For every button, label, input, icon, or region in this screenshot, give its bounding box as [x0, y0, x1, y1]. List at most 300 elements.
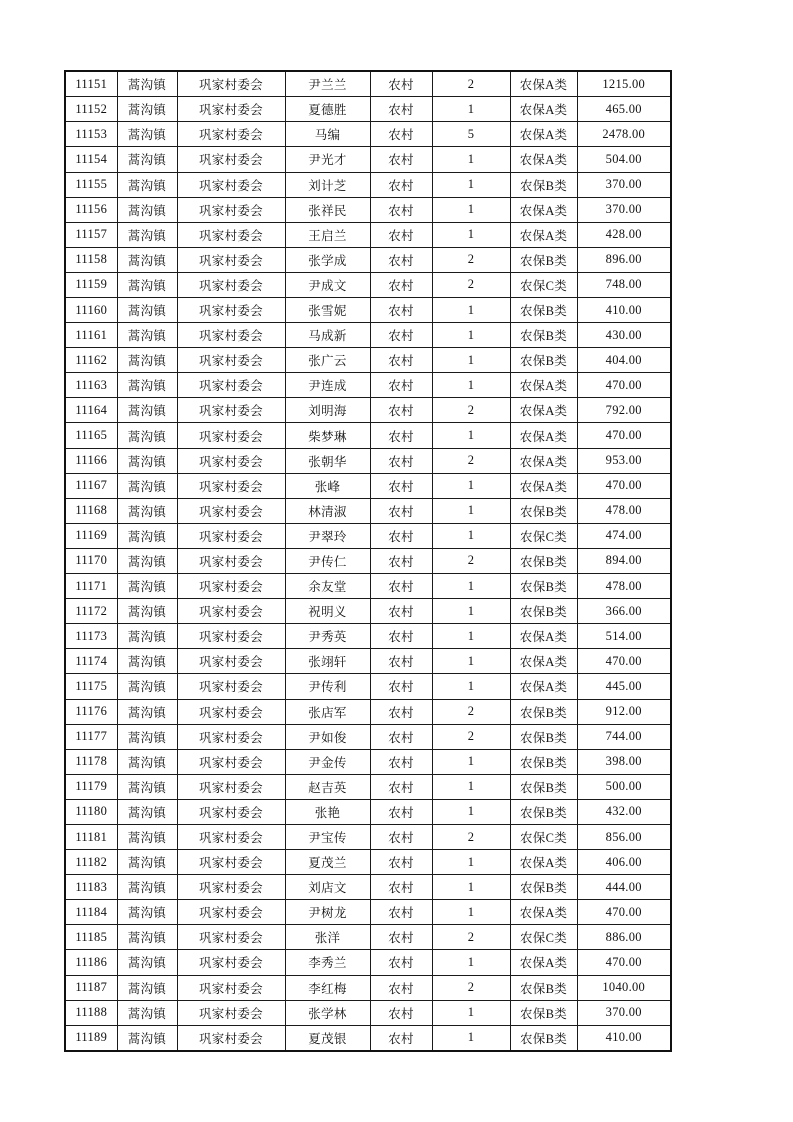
cell-name: 尹连成 [285, 373, 370, 398]
cell-town: 蒿沟镇 [117, 498, 177, 523]
cell-town: 蒿沟镇 [117, 323, 177, 348]
table-row [65, 398, 671, 423]
cell-name: 尹光才 [285, 147, 370, 172]
table-row [65, 298, 671, 323]
cell-count: 1 [432, 850, 510, 875]
cell-amount: 444.00 [577, 875, 671, 900]
cell-town: 蒿沟镇 [117, 699, 177, 724]
cell-village: 巩家村委会 [177, 448, 285, 473]
table-row [65, 272, 671, 297]
table-row [65, 975, 671, 1000]
table-row [65, 97, 671, 122]
cell-town: 蒿沟镇 [117, 674, 177, 699]
cell-type: 农保A类 [510, 373, 577, 398]
cell-town: 蒿沟镇 [117, 724, 177, 749]
cell-id: 11189 [65, 1025, 117, 1051]
table-row [65, 548, 671, 573]
table-row [65, 172, 671, 197]
cell-name: 尹秀英 [285, 624, 370, 649]
cell-village: 巩家村委会 [177, 348, 285, 373]
cell-category: 农村 [370, 222, 432, 247]
cell-village: 巩家村委会 [177, 900, 285, 925]
cell-count: 1 [432, 799, 510, 824]
cell-type: 农保B类 [510, 172, 577, 197]
cell-town: 蒿沟镇 [117, 574, 177, 599]
cell-town: 蒿沟镇 [117, 147, 177, 172]
cell-type: 农保A类 [510, 900, 577, 925]
cell-category: 农村 [370, 624, 432, 649]
cell-name: 马编 [285, 122, 370, 147]
cell-category: 农村 [370, 323, 432, 348]
cell-count: 2 [432, 247, 510, 272]
cell-id: 11185 [65, 925, 117, 950]
cell-id: 11186 [65, 950, 117, 975]
cell-count: 2 [432, 448, 510, 473]
cell-village: 巩家村委会 [177, 799, 285, 824]
table-row [65, 774, 671, 799]
table-row [65, 950, 671, 975]
cell-id: 11168 [65, 498, 117, 523]
cell-amount: 856.00 [577, 824, 671, 849]
table-row [65, 875, 671, 900]
cell-category: 农村 [370, 900, 432, 925]
cell-town: 蒿沟镇 [117, 799, 177, 824]
cell-village: 巩家村委会 [177, 247, 285, 272]
cell-town: 蒿沟镇 [117, 875, 177, 900]
cell-village: 巩家村委会 [177, 925, 285, 950]
cell-village: 巩家村委会 [177, 599, 285, 624]
cell-type: 农保B类 [510, 498, 577, 523]
table-row [65, 674, 671, 699]
cell-type: 农保B类 [510, 875, 577, 900]
cell-id: 11164 [65, 398, 117, 423]
cell-category: 农村 [370, 298, 432, 323]
cell-town: 蒿沟镇 [117, 247, 177, 272]
table-row [65, 724, 671, 749]
cell-count: 1 [432, 473, 510, 498]
cell-id: 11176 [65, 699, 117, 724]
cell-category: 农村 [370, 197, 432, 222]
cell-type: 农保A类 [510, 850, 577, 875]
cell-village: 巩家村委会 [177, 824, 285, 849]
table-row [65, 749, 671, 774]
cell-id: 11172 [65, 599, 117, 624]
cell-category: 农村 [370, 774, 432, 799]
cell-name: 张翊轩 [285, 649, 370, 674]
cell-village: 巩家村委会 [177, 71, 285, 97]
table-row [65, 323, 671, 348]
cell-id: 11178 [65, 749, 117, 774]
cell-name: 张朝华 [285, 448, 370, 473]
cell-type: 农保B类 [510, 323, 577, 348]
cell-type: 农保C类 [510, 824, 577, 849]
cell-name: 刘明海 [285, 398, 370, 423]
cell-village: 巩家村委会 [177, 298, 285, 323]
cell-type: 农保C类 [510, 925, 577, 950]
cell-village: 巩家村委会 [177, 473, 285, 498]
table-row [65, 122, 671, 147]
cell-name: 尹金传 [285, 749, 370, 774]
cell-town: 蒿沟镇 [117, 222, 177, 247]
cell-amount: 894.00 [577, 548, 671, 573]
cell-count: 2 [432, 699, 510, 724]
cell-count: 1 [432, 423, 510, 448]
cell-town: 蒿沟镇 [117, 850, 177, 875]
cell-id: 11167 [65, 473, 117, 498]
cell-category: 农村 [370, 850, 432, 875]
cell-amount: 470.00 [577, 649, 671, 674]
cell-town: 蒿沟镇 [117, 398, 177, 423]
cell-name: 林清淑 [285, 498, 370, 523]
cell-name: 刘计芝 [285, 172, 370, 197]
cell-count: 1 [432, 900, 510, 925]
cell-count: 1 [432, 624, 510, 649]
cell-town: 蒿沟镇 [117, 473, 177, 498]
cell-type: 农保A类 [510, 197, 577, 222]
cell-name: 张祥民 [285, 197, 370, 222]
table-row [65, 373, 671, 398]
cell-type: 农保A类 [510, 122, 577, 147]
cell-village: 巩家村委会 [177, 498, 285, 523]
cell-id: 11152 [65, 97, 117, 122]
cell-amount: 398.00 [577, 749, 671, 774]
cell-category: 农村 [370, 875, 432, 900]
table-row [65, 900, 671, 925]
cell-count: 1 [432, 172, 510, 197]
cell-amount: 406.00 [577, 850, 671, 875]
cell-category: 农村 [370, 950, 432, 975]
cell-town: 蒿沟镇 [117, 298, 177, 323]
cell-count: 1 [432, 373, 510, 398]
table-row [65, 448, 671, 473]
cell-category: 农村 [370, 172, 432, 197]
cell-category: 农村 [370, 824, 432, 849]
cell-category: 农村 [370, 423, 432, 448]
cell-count: 1 [432, 97, 510, 122]
cell-amount: 744.00 [577, 724, 671, 749]
cell-type: 农保B类 [510, 1000, 577, 1025]
cell-town: 蒿沟镇 [117, 122, 177, 147]
cell-amount: 504.00 [577, 147, 671, 172]
cell-village: 巩家村委会 [177, 774, 285, 799]
cell-name: 张洋 [285, 925, 370, 950]
cell-name: 夏茂兰 [285, 850, 370, 875]
table-row [65, 1025, 671, 1051]
cell-category: 农村 [370, 523, 432, 548]
cell-id: 11162 [65, 348, 117, 373]
table-body [65, 71, 671, 1051]
cell-id: 11183 [65, 875, 117, 900]
cell-amount: 478.00 [577, 574, 671, 599]
cell-count: 1 [432, 498, 510, 523]
cell-id: 11156 [65, 197, 117, 222]
cell-village: 巩家村委会 [177, 197, 285, 222]
cell-type: 农保A类 [510, 147, 577, 172]
cell-count: 2 [432, 398, 510, 423]
cell-type: 农保A类 [510, 624, 577, 649]
cell-village: 巩家村委会 [177, 875, 285, 900]
cell-name: 尹如俊 [285, 724, 370, 749]
cell-amount: 366.00 [577, 599, 671, 624]
cell-amount: 370.00 [577, 197, 671, 222]
table-row [65, 624, 671, 649]
cell-id: 11158 [65, 247, 117, 272]
cell-amount: 470.00 [577, 473, 671, 498]
cell-village: 巩家村委会 [177, 850, 285, 875]
cell-id: 11159 [65, 272, 117, 297]
cell-type: 农保A类 [510, 423, 577, 448]
cell-category: 农村 [370, 122, 432, 147]
cell-amount: 748.00 [577, 272, 671, 297]
cell-name: 张广云 [285, 348, 370, 373]
cell-type: 农保A类 [510, 448, 577, 473]
cell-name: 夏茂银 [285, 1025, 370, 1051]
cell-count: 1 [432, 649, 510, 674]
cell-count: 5 [432, 122, 510, 147]
cell-name: 尹翠玲 [285, 523, 370, 548]
cell-amount: 792.00 [577, 398, 671, 423]
benefits-table [64, 70, 672, 1052]
cell-count: 1 [432, 1025, 510, 1051]
cell-category: 农村 [370, 925, 432, 950]
table-row [65, 348, 671, 373]
cell-amount: 1040.00 [577, 975, 671, 1000]
cell-id: 11155 [65, 172, 117, 197]
cell-amount: 500.00 [577, 774, 671, 799]
cell-category: 农村 [370, 674, 432, 699]
cell-category: 农村 [370, 348, 432, 373]
cell-amount: 953.00 [577, 448, 671, 473]
cell-town: 蒿沟镇 [117, 925, 177, 950]
cell-amount: 478.00 [577, 498, 671, 523]
cell-town: 蒿沟镇 [117, 950, 177, 975]
cell-town: 蒿沟镇 [117, 71, 177, 97]
cell-village: 巩家村委会 [177, 398, 285, 423]
cell-village: 巩家村委会 [177, 323, 285, 348]
cell-village: 巩家村委会 [177, 574, 285, 599]
table-row [65, 523, 671, 548]
cell-town: 蒿沟镇 [117, 348, 177, 373]
cell-village: 巩家村委会 [177, 222, 285, 247]
cell-id: 11171 [65, 574, 117, 599]
cell-type: 农保B类 [510, 599, 577, 624]
cell-town: 蒿沟镇 [117, 423, 177, 448]
cell-count: 1 [432, 774, 510, 799]
cell-category: 农村 [370, 147, 432, 172]
cell-amount: 404.00 [577, 348, 671, 373]
cell-village: 巩家村委会 [177, 724, 285, 749]
cell-category: 农村 [370, 548, 432, 573]
table-row [65, 599, 671, 624]
cell-village: 巩家村委会 [177, 373, 285, 398]
cell-name: 张艳 [285, 799, 370, 824]
cell-count: 1 [432, 298, 510, 323]
cell-type: 农保A类 [510, 398, 577, 423]
cell-amount: 428.00 [577, 222, 671, 247]
cell-count: 1 [432, 674, 510, 699]
table-row [65, 147, 671, 172]
cell-count: 2 [432, 71, 510, 97]
cell-type: 农保B类 [510, 699, 577, 724]
table-row [65, 574, 671, 599]
cell-town: 蒿沟镇 [117, 599, 177, 624]
cell-village: 巩家村委会 [177, 147, 285, 172]
cell-name: 张峰 [285, 473, 370, 498]
cell-count: 2 [432, 824, 510, 849]
cell-amount: 470.00 [577, 373, 671, 398]
cell-category: 农村 [370, 247, 432, 272]
cell-type: 农保C类 [510, 272, 577, 297]
cell-name: 李秀兰 [285, 950, 370, 975]
cell-id: 11154 [65, 147, 117, 172]
cell-amount: 410.00 [577, 298, 671, 323]
cell-count: 1 [432, 348, 510, 373]
cell-count: 2 [432, 724, 510, 749]
cell-category: 农村 [370, 649, 432, 674]
cell-category: 农村 [370, 574, 432, 599]
cell-category: 农村 [370, 97, 432, 122]
cell-name: 余友堂 [285, 574, 370, 599]
cell-type: 农保A类 [510, 97, 577, 122]
cell-name: 赵吉英 [285, 774, 370, 799]
cell-count: 2 [432, 925, 510, 950]
cell-name: 张学成 [285, 247, 370, 272]
cell-type: 农保B类 [510, 247, 577, 272]
cell-amount: 1215.00 [577, 71, 671, 97]
cell-id: 11166 [65, 448, 117, 473]
cell-type: 农保B类 [510, 574, 577, 599]
cell-category: 农村 [370, 272, 432, 297]
cell-count: 2 [432, 975, 510, 1000]
cell-village: 巩家村委会 [177, 523, 285, 548]
cell-type: 农保A类 [510, 222, 577, 247]
cell-type: 农保A类 [510, 674, 577, 699]
cell-type: 农保B类 [510, 1025, 577, 1051]
table-row [65, 799, 671, 824]
cell-id: 11161 [65, 323, 117, 348]
table-row [65, 699, 671, 724]
cell-town: 蒿沟镇 [117, 373, 177, 398]
cell-id: 11151 [65, 71, 117, 97]
cell-amount: 474.00 [577, 523, 671, 548]
cell-amount: 445.00 [577, 674, 671, 699]
cell-count: 1 [432, 147, 510, 172]
cell-category: 农村 [370, 448, 432, 473]
cell-name: 李红梅 [285, 975, 370, 1000]
cell-name: 张雪妮 [285, 298, 370, 323]
cell-name: 祝明义 [285, 599, 370, 624]
cell-name: 马成新 [285, 323, 370, 348]
cell-type: 农保B类 [510, 774, 577, 799]
cell-id: 11179 [65, 774, 117, 799]
cell-village: 巩家村委会 [177, 272, 285, 297]
cell-category: 农村 [370, 1025, 432, 1051]
cell-name: 尹宝传 [285, 824, 370, 849]
cell-id: 11160 [65, 298, 117, 323]
cell-category: 农村 [370, 799, 432, 824]
cell-type: 农保A类 [510, 649, 577, 674]
cell-town: 蒿沟镇 [117, 749, 177, 774]
cell-count: 1 [432, 574, 510, 599]
cell-category: 农村 [370, 724, 432, 749]
cell-type: 农保B类 [510, 548, 577, 573]
cell-count: 1 [432, 1000, 510, 1025]
cell-amount: 370.00 [577, 1000, 671, 1025]
cell-village: 巩家村委会 [177, 674, 285, 699]
cell-count: 1 [432, 950, 510, 975]
cell-id: 11175 [65, 674, 117, 699]
cell-village: 巩家村委会 [177, 423, 285, 448]
cell-village: 巩家村委会 [177, 172, 285, 197]
cell-village: 巩家村委会 [177, 548, 285, 573]
cell-name: 尹传利 [285, 674, 370, 699]
cell-type: 农保B类 [510, 799, 577, 824]
cell-name: 刘店文 [285, 875, 370, 900]
cell-village: 巩家村委会 [177, 649, 285, 674]
cell-town: 蒿沟镇 [117, 1025, 177, 1051]
cell-amount: 912.00 [577, 699, 671, 724]
table-row [65, 925, 671, 950]
cell-village: 巩家村委会 [177, 975, 285, 1000]
cell-village: 巩家村委会 [177, 1025, 285, 1051]
table-row [65, 649, 671, 674]
cell-name: 张店军 [285, 699, 370, 724]
cell-count: 1 [432, 523, 510, 548]
cell-name: 尹传仁 [285, 548, 370, 573]
table-row [65, 498, 671, 523]
cell-amount: 896.00 [577, 247, 671, 272]
table-row [65, 197, 671, 222]
cell-category: 农村 [370, 749, 432, 774]
cell-name: 柴梦琳 [285, 423, 370, 448]
cell-id: 11153 [65, 122, 117, 147]
cell-id: 11173 [65, 624, 117, 649]
cell-count: 2 [432, 272, 510, 297]
cell-amount: 470.00 [577, 900, 671, 925]
cell-town: 蒿沟镇 [117, 197, 177, 222]
cell-amount: 430.00 [577, 323, 671, 348]
table-row [65, 850, 671, 875]
cell-amount: 410.00 [577, 1025, 671, 1051]
cell-town: 蒿沟镇 [117, 774, 177, 799]
cell-count: 2 [432, 548, 510, 573]
cell-town: 蒿沟镇 [117, 97, 177, 122]
table-row [65, 824, 671, 849]
cell-town: 蒿沟镇 [117, 975, 177, 1000]
cell-name: 尹树龙 [285, 900, 370, 925]
cell-id: 11165 [65, 423, 117, 448]
cell-id: 11169 [65, 523, 117, 548]
table-row [65, 473, 671, 498]
cell-village: 巩家村委会 [177, 1000, 285, 1025]
cell-type: 农保A类 [510, 950, 577, 975]
cell-town: 蒿沟镇 [117, 624, 177, 649]
cell-town: 蒿沟镇 [117, 1000, 177, 1025]
cell-id: 11184 [65, 900, 117, 925]
cell-type: 农保B类 [510, 298, 577, 323]
cell-type: 农保B类 [510, 975, 577, 1000]
cell-amount: 514.00 [577, 624, 671, 649]
cell-id: 11163 [65, 373, 117, 398]
cell-category: 农村 [370, 71, 432, 97]
cell-type: 农保A类 [510, 473, 577, 498]
cell-id: 11157 [65, 222, 117, 247]
cell-amount: 432.00 [577, 799, 671, 824]
cell-id: 11188 [65, 1000, 117, 1025]
cell-town: 蒿沟镇 [117, 172, 177, 197]
cell-type: 农保B类 [510, 724, 577, 749]
cell-amount: 886.00 [577, 925, 671, 950]
